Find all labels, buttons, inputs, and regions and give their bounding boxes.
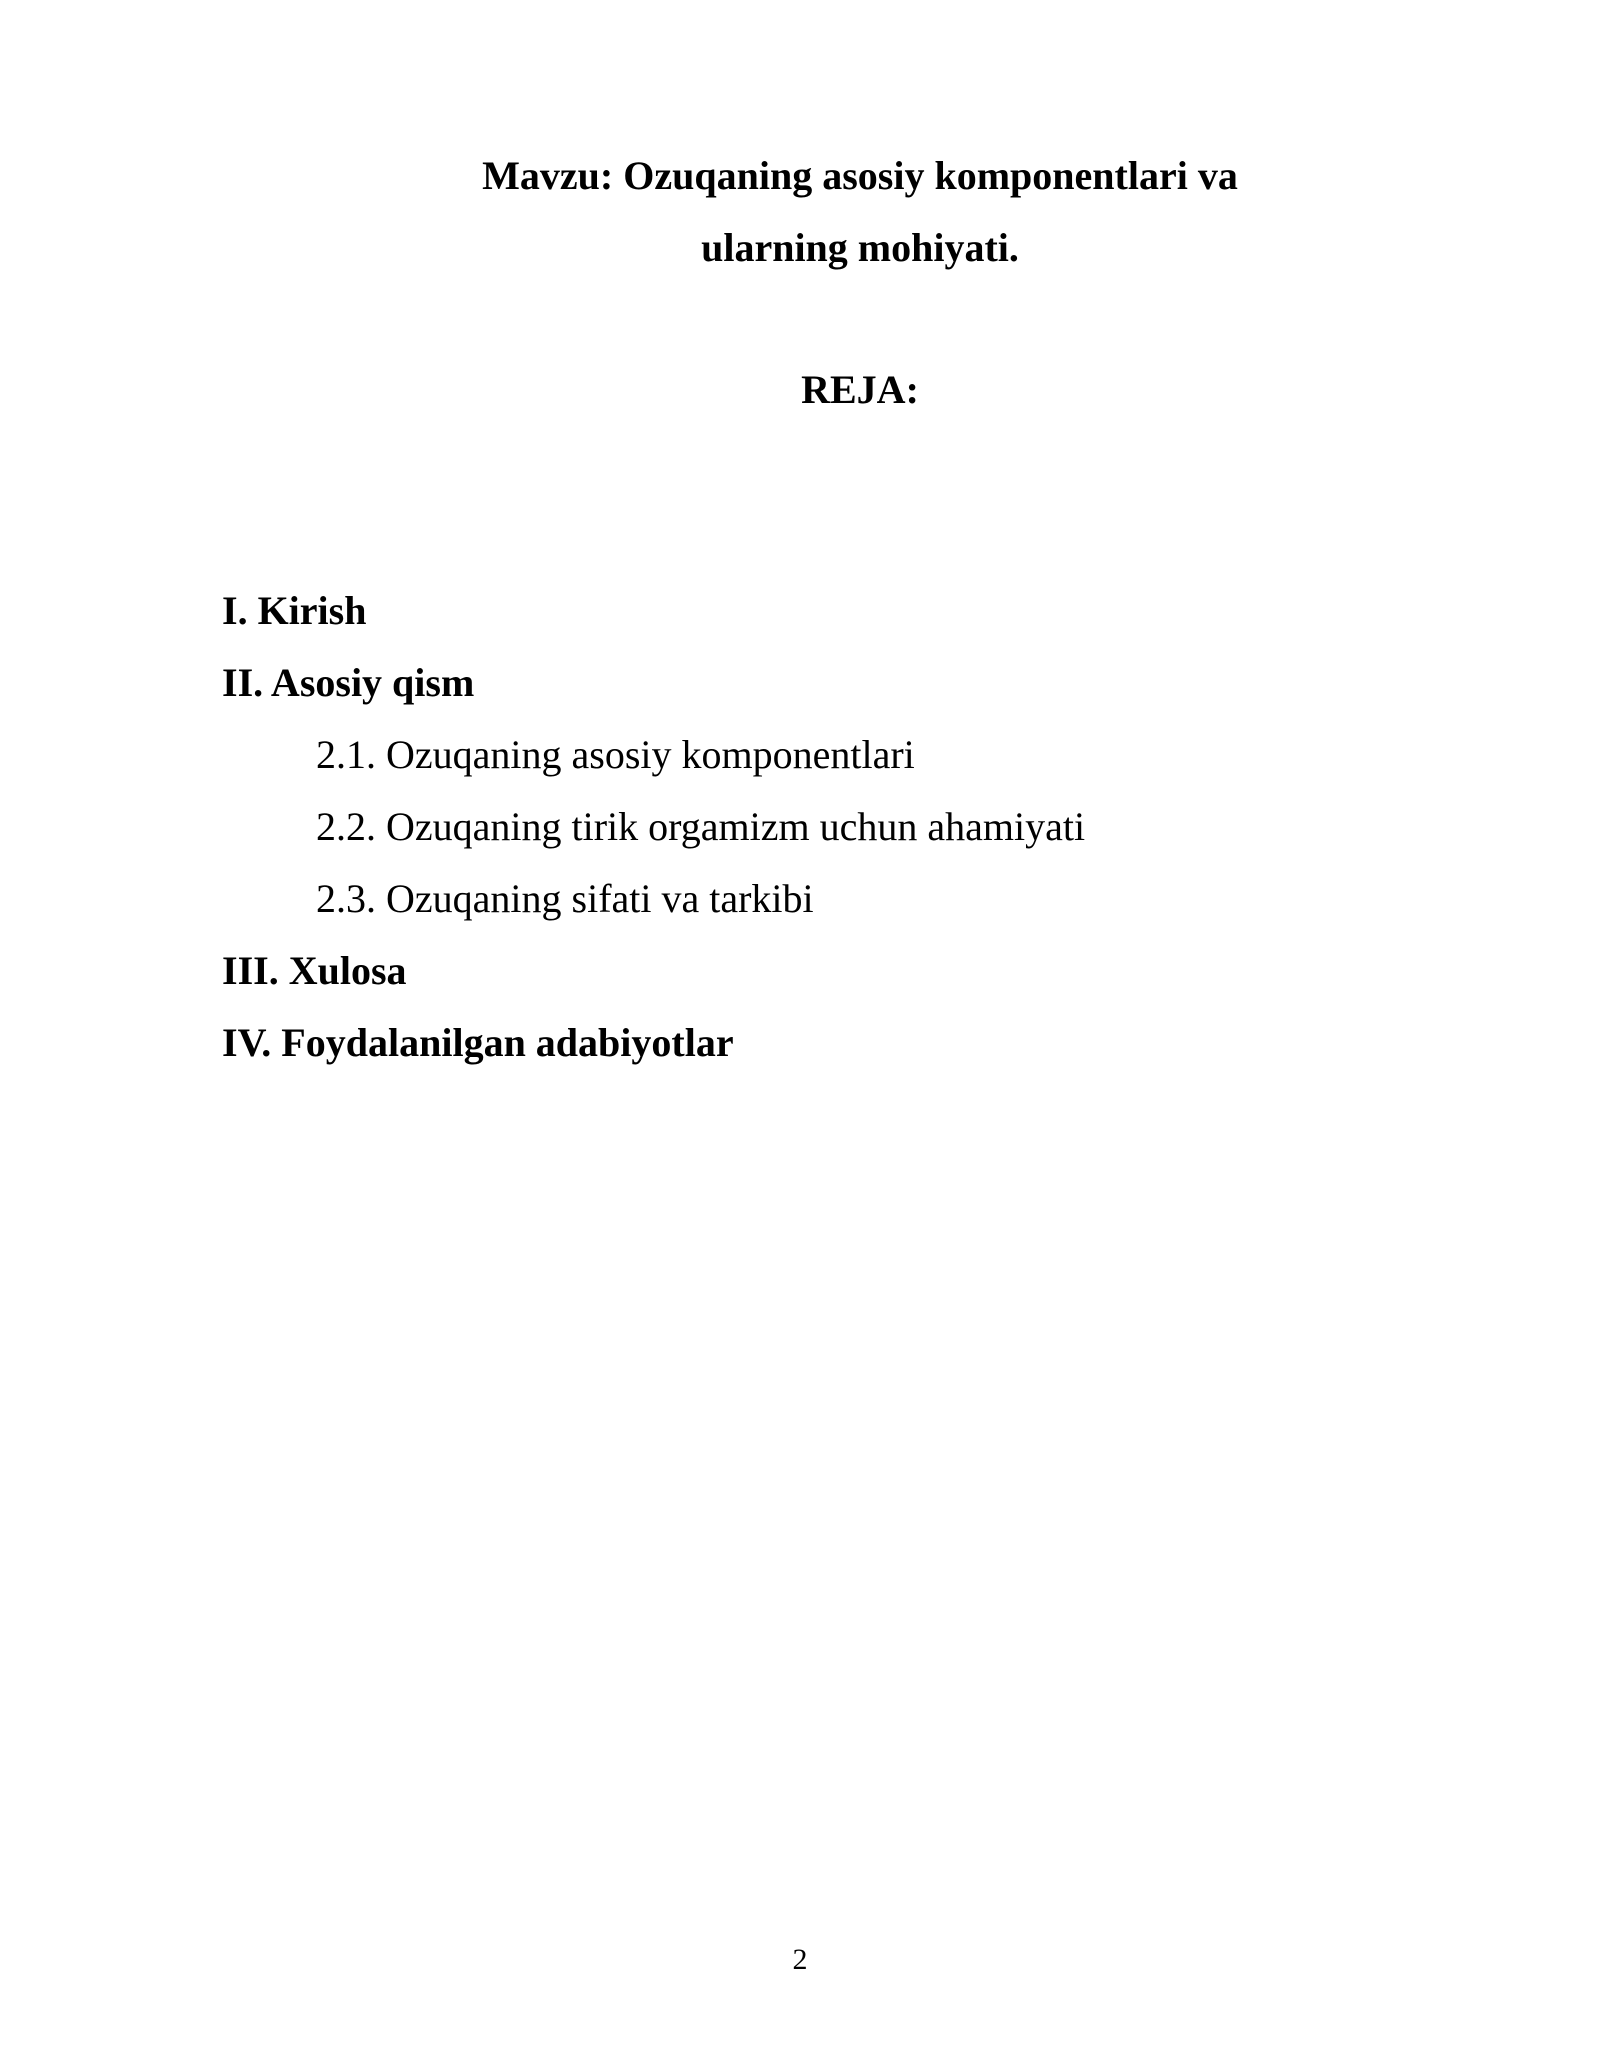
title-line-1: Mavzu: Ozuqaning asosiy komponentlari va	[482, 153, 1238, 198]
toc-item-xulosa: III. Xulosa	[222, 948, 407, 993]
toc-item-adabiyotlar: IV. Foydalanilgan adabiyotlar	[222, 1020, 734, 1065]
toc-subitem-2-1: 2.1. Ozuqaning asosiy komponentlari	[316, 732, 915, 777]
table-of-contents	[222, 575, 1422, 1079]
page-number: 2	[792, 1943, 808, 1976]
toc-item-kirish: I. Kirish	[222, 588, 367, 633]
toc-item-asosiy-qism: II. Asosiy qism	[222, 660, 475, 705]
document-title	[380, 140, 1340, 284]
toc-subitem-2-3: 2.3. Ozuqaning sifati va tarkibi	[316, 876, 814, 921]
toc-subitem-2-2: 2.2. Ozuqaning tirik orgamizm uchun ahamiyati	[316, 804, 1086, 849]
title-line-2: ularning mohiyati.	[701, 225, 1019, 270]
plan-heading: REJA:	[801, 367, 919, 412]
